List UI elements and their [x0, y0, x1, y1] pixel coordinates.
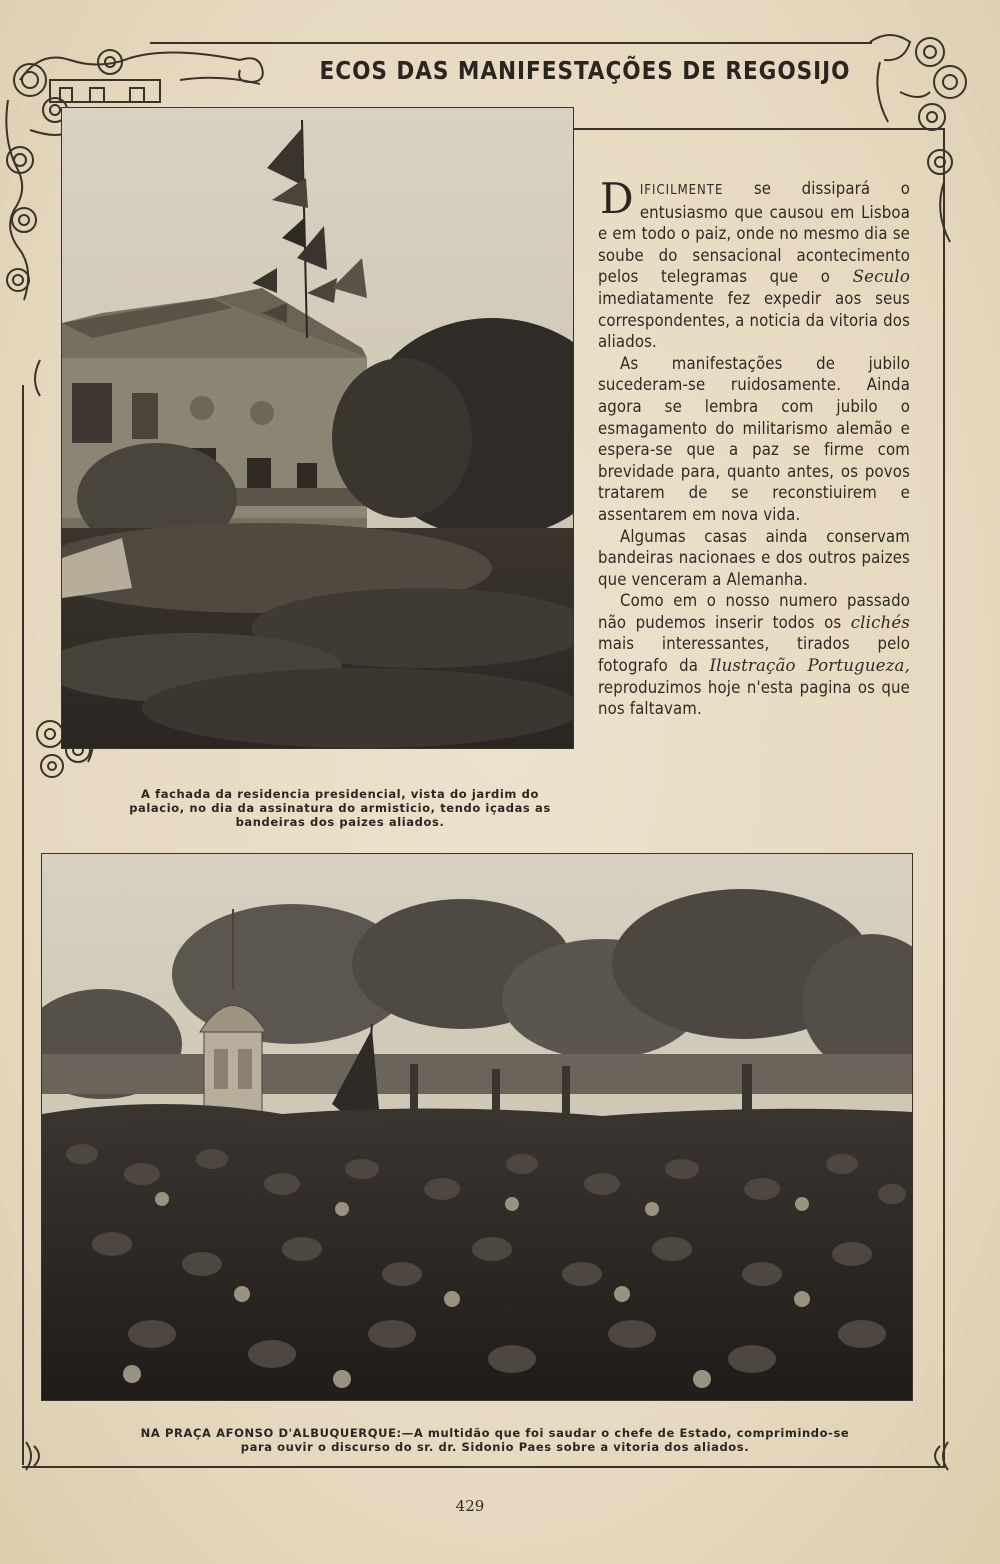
left-border-line	[22, 385, 24, 1465]
lead-word: IFICILMENTE	[639, 183, 724, 198]
top-caption-line-3: bandeiras dos paizes aliados.	[235, 815, 445, 829]
presidential-residence-photo	[61, 107, 574, 749]
crowd-image	[42, 854, 912, 1400]
article-paragraph-1: DIFICILMENTE se dissipará o entusiasmo que causou em Lisboa e em todo o paiz, onde no mesmo dia se soube do sensacional acontecimento pelos telegramas que o Seculo imediatamente fez expedir aos seus correspondentes, a noticia da vitoria dos aliados.	[598, 174, 910, 352]
crowd-square-photo	[41, 853, 913, 1401]
page-number: 429	[455, 1497, 485, 1515]
top-caption-line-2: palacio, no dia da assinatura do armisticio, tendo içadas as	[129, 801, 551, 815]
top-caption-line-1: A fachada da residencia presidencial, vista do jardim do	[141, 787, 539, 801]
page-title: ECOS DAS MANIFESTAÇÕES DE REGOSIJO	[319, 56, 851, 85]
bottom-caption-line-1: NA PRAÇA AFONSO D'ALBUQUERQUE:—A multidão que foi saudar o chefe de Estado, comprimindo-se	[140, 1426, 850, 1440]
article-paragraph-2: As manifestações de jubilo sucederam-se ruidosamente. Ainda agora se lembra com jubilo o esmagamento do militarismo alemão e espera-se que a paz se firme com brevidade para, quanto antes, os povos tratarem de se reconstiuirem e assentarem em nova vida.	[598, 353, 910, 524]
bottom-caption-line-2: para ouvir o discurso do sr. dr. Sidonio Paes sobre a vitoria dos aliados.	[240, 1440, 750, 1454]
magazine-name: Ilustração Portugueza,	[709, 656, 910, 676]
right-border-line	[943, 128, 945, 1468]
top-photo-caption	[70, 787, 610, 829]
bottom-photo-caption	[60, 1426, 930, 1454]
article-paragraph-3: Algumas casas ainda conservam bandeiras nacionaes e dos outros paizes que venceram a Alemanha.	[598, 526, 910, 589]
newspaper-name: Seculo	[852, 267, 910, 287]
drop-cap: D	[600, 174, 634, 223]
article-paragraph-4: Como em o nosso numero passado não pudemos inserir todos os clichés mais interessantes, tirados pelo fotografo da Ilustração Portugueza, reproduzimos hoje n'esta pagina os que nos faltavam.	[598, 591, 910, 719]
palace-facade-image	[62, 108, 573, 748]
article-body	[598, 174, 910, 720]
bottom-border-line	[22, 1466, 945, 1468]
